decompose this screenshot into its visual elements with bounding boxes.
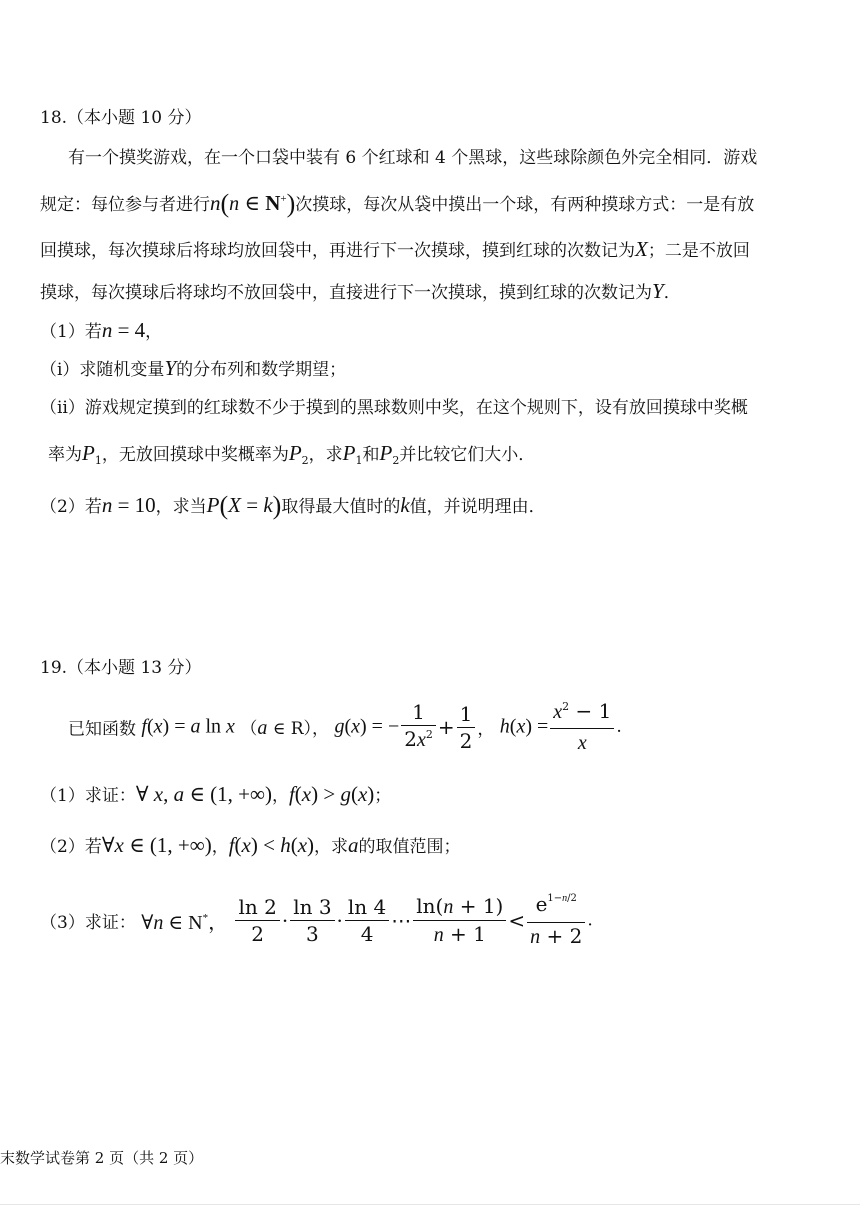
g-fraction-1: $\frac{1}{2x^2}$ [401,701,436,754]
frac-ln-n1: $\frac{\ln(n + 1)}{n + 1}$ [413,895,506,946]
n-equals-10: n = 10 [101,493,156,517]
q19-part-1: （1）求证：∀ x, a ∈ (1, +∞)，f(x) > g(x)； [40,782,392,806]
q19-given-functions: 已知函数 f(x) = a ln x （a ∈ R）， g(x) = − $\frac{1}{2x^2}$ + $\frac{1}{2}$ ， h(x) = $\frac{x^2 - 1}{x}$ . [68,699,622,754]
q19-part-3: （3）求证： ∀n ∈ N*， $\frac{\ln 2}{2}$ · $\frac{\ln 3}{3}$ · $\frac{\ln 4}{4}$ ⋯ $\frac{\ln(n + 1)}{n + 1}$ < $\frac{e^{1-n/2}}{n + 2}$ . [40,892,593,948]
f-definition: f(x) = a ln x [141,715,235,738]
q18-intro-line-2: 规定：每位参与者进行n(n ∈ N+)次摸球，每次从袋中摸出一个球，有两种摸球方式：一是有放 [40,189,755,218]
frac-exp: $\frac{e^{1-n/2}}{n + 2}$ [527,893,585,948]
q19-part-2: （2）若∀x ∈ (1, +∞)，f(x) < h(x)，求a的取值范围； [40,833,461,857]
n-equals-4: n = 4 [101,318,146,342]
h-definition: h(x) = [499,715,549,738]
q18-part-1-i: （ⅰ）求随机变量Y的分布列和数学期望； [40,356,347,380]
frac-ln4: $\frac{\ln 4}{4}$ [345,896,389,945]
q18-part-1-ii-line-1: （ⅱ）游戏规定摸到的红球数不少于摸到的黑球数则中奖，在这个规则下，设有放回摸球中奖概 [40,398,748,418]
frac-ln2: $\frac{\ln 2}{2}$ [235,896,279,945]
q18-intro-line-4: 摸球，每次摸球后将球均不放回袋中，直接进行下一次摸球，摸到红球的次数记为Y． [40,279,681,303]
q18-part-1-ii-line-2: 率为$P_1$，无放回摸球中奖概率为$P_2$，求$P_1$和$P_2$并比较它们大小． [48,441,536,467]
q18-part-1: （1）若n = 4， [40,318,163,342]
q18-part-2: （2）若n = 10，求当P(X = k)取得最大值时的k值，并说明理由． [40,491,546,520]
q18-header: 18.（本小题 10 分） [40,108,202,128]
frac-ln3: $\frac{\ln 3}{3}$ [290,896,334,945]
page-footer: 末数学试卷第 2 页（共 2 页） [0,1149,204,1167]
q18-intro-line-3: 回摸球，每次摸球后将球均放回袋中，再进行下一次摸球，摸到红球的次数记为X；二是不放回 [40,237,750,261]
q19-header: 19.（本小题 13 分） [40,658,202,678]
q18-intro-line-1: 有一个摸奖游戏，在一个口袋中装有 6 个红球和 4 个黑球，这些球除颜色外完全相同．游戏 [68,148,758,168]
natural-set-condition: n ∈ N+ [229,191,287,215]
h-fraction: $\frac{x^2 - 1}{x}$ [550,700,614,754]
bottom-divider [0,1204,860,1205]
g-definition: g(x) = − [334,715,400,738]
g-fraction-2: $\frac{1}{2}$ [457,703,476,752]
